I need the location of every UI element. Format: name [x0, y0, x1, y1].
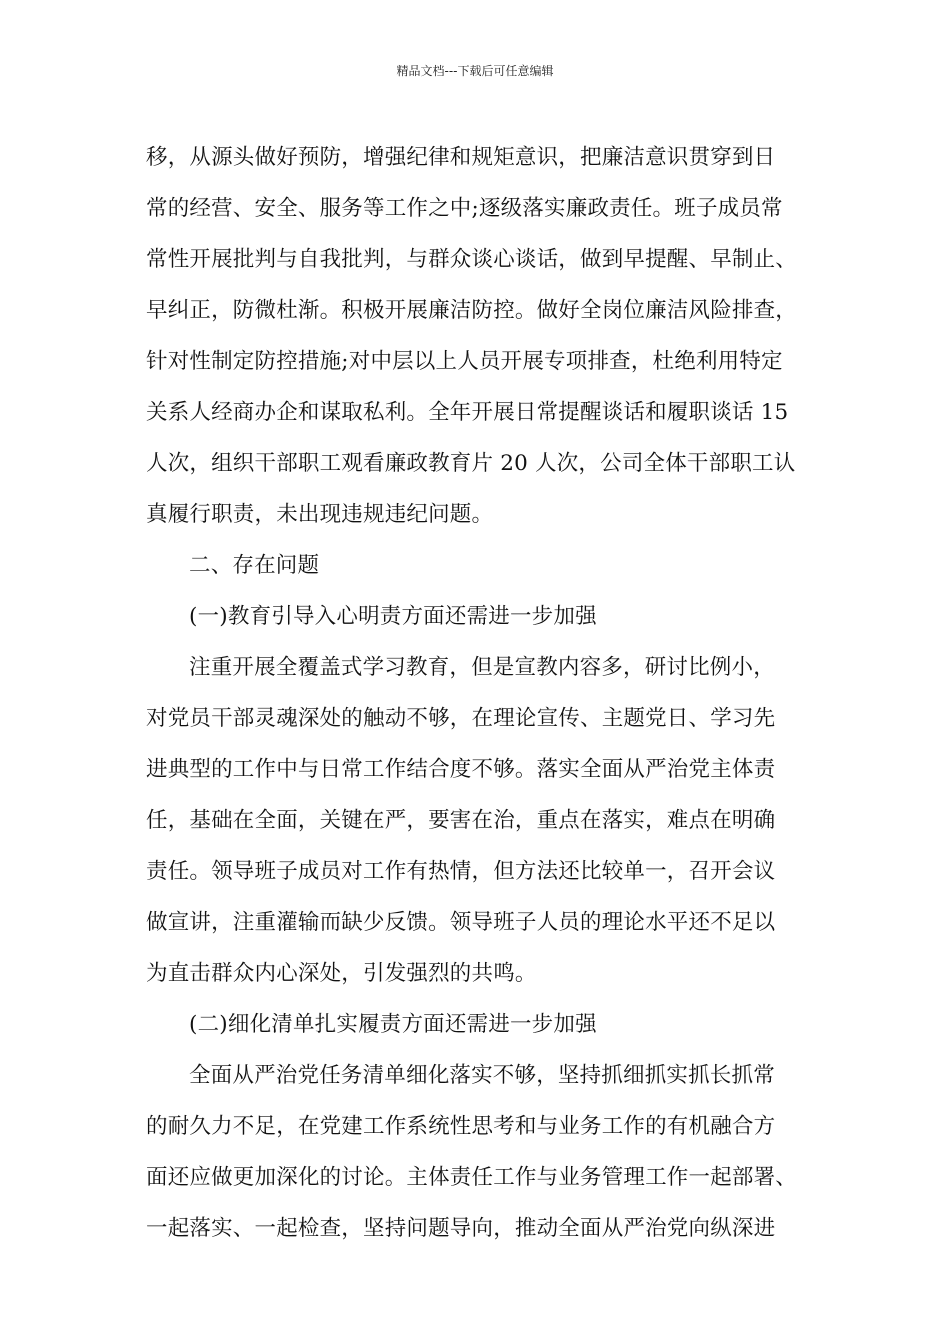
paragraph-education: [146, 642, 826, 999]
text-line: 人次，组织干部职工观看廉政教育片 20 人次，公司全体干部职工认: [146, 451, 796, 476]
paragraph-continuation: [146, 132, 826, 540]
text-line: 移，从源头做好预防，增强纪律和规矩意识，把廉洁意识贯穿到日: [146, 145, 776, 170]
text-line: 早纠正，防微杜渐。积极开展廉洁防控。做好全岗位廉洁风险排查，: [146, 298, 798, 323]
heading-text: (二)细化清单扎实履责方面还需进一步加强: [189, 1012, 597, 1037]
text-line: 常的经营、安全、服务等工作之中;逐级落实廉政责任。班子成员常: [146, 196, 783, 221]
section-heading: [146, 540, 826, 591]
heading-text: (一)教育引导入心明责方面还需进一步加强: [189, 604, 597, 629]
subsection-heading-2: [146, 999, 826, 1050]
text-line: 常性开展批判与自我批判，与群众谈心谈话，做到早提醒、早制止、: [146, 247, 798, 272]
text-line: 针对性制定防控措施;对中层以上人员开展专项排查，杜绝利用特定: [146, 349, 783, 374]
text-line: 全面从严治党任务清单细化落实不够，坚持抓细抓实抓长抓常: [189, 1063, 775, 1088]
text-line: 对党员干部灵魂深处的触动不够，在理论宣传、主题党日、学习先: [146, 706, 776, 731]
text-line: 责任。领导班子成员对工作有热情，但方法还比较单一，召开会议: [146, 859, 776, 884]
text-line: 注重开展全覆盖式学习教育，但是宣教内容多，研讨比例小，: [189, 655, 775, 680]
text-line: 面还应做更加深化的讨论。主体责任工作与业务管理工作一起部署、: [146, 1165, 798, 1190]
document-body: [146, 132, 826, 1254]
text-line: 真履行职责，未出现违规违纪问题。: [146, 502, 494, 527]
text-line: 一起落实、一起检查，坚持问题导向，推动全面从严治党向纵深进: [146, 1216, 776, 1241]
heading-text: 二、存在问题: [189, 553, 320, 578]
text-line: 的耐久力不足，在党建工作系统性思考和与业务工作的有机融合方: [146, 1114, 776, 1139]
subsection-heading-1: [146, 591, 826, 642]
text-line: 任，基础在全面，关键在严，要害在治，重点在落实，难点在明确: [146, 808, 776, 833]
text-line: 关系人经商办企和谋取私利。全年开展日常提醒谈话和履职谈话 15: [146, 400, 789, 425]
paragraph-checklist: [146, 1050, 826, 1254]
text-line: 进典型的工作中与日常工作结合度不够。落实全面从严治党主体责: [146, 757, 776, 782]
page-header: 精品文档---下载后可任意编辑: [396, 64, 554, 78]
text-line: 做宣讲，注重灌输而缺少反馈。领导班子人员的理论水平还不足以: [146, 910, 776, 935]
text-line: 为直击群众内心深处，引发强烈的共鸣。: [146, 961, 537, 986]
